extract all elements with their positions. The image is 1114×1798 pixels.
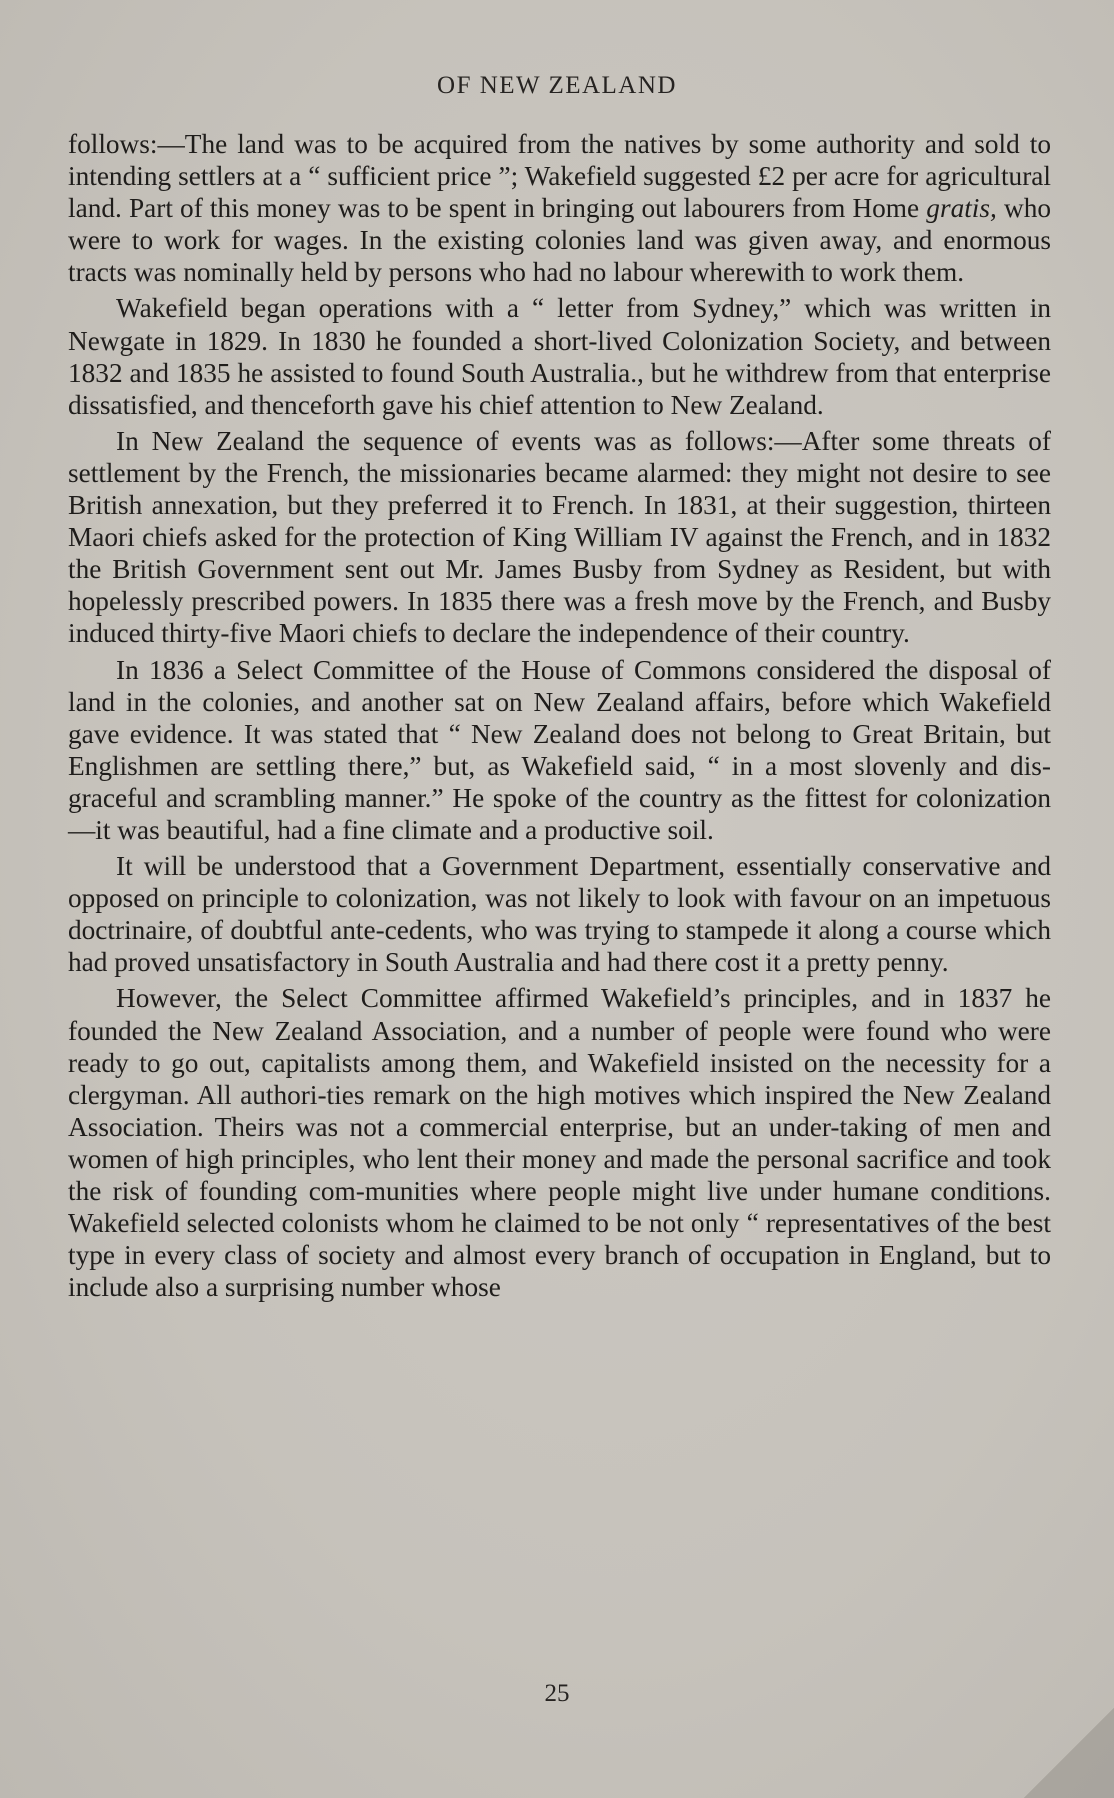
paragraph-1-text-b: who were to work for wages. In the existing colonies land was given away, and enormous tracts was nominally held by persons who had no labour wherewith to work them. (68, 193, 1051, 288)
body-text (68, 128, 1051, 1307)
italic-term-gratis: gratis, (926, 193, 997, 224)
paragraph-5: It will be understood that a Government Department, essentially conservative and opposed on principle to colonization, was not likely to look with favour on an impetuous doctrinaire, of doubtful ante-cedents, who was trying to stampede it along a course which had proved unsatisfactory in South Australia and had there cost it a pretty penny. (68, 851, 1051, 978)
paragraph-4: In 1836 a Select Committee of the House of Commons considered the disposal of land in the colonies, and another sat on New Zealand affairs, before which Wakefield gave evidence. It was stated that “ New Zealand does not belong to Great Britain, but Englishmen are settling there,” but, as Wakefield said, “ in a most slovenly and dis-graceful and scrambling manner.” He spoke of the country as the fittest for colonization—it was beautiful, had a fine climate and a productive soil. (68, 654, 1051, 845)
paragraph-1-text-a: follows:—The land was to be acquired from the natives by some authority and sold to intending settlers at a “ sufficient price ”; Wakefield suggested £2 per acre for agricultural land. Part of this money was to be spent in bringing out labourers from Home (68, 129, 1051, 224)
paragraph-3: In New Zealand the sequence of events was as follows:—After some threats of settlement by the French, the missionaries became alarmed: they might not desire to see British annexation, but they preferred it to French. In 1831, at their suggestion, thirteen Maori chiefs asked for the protection of King William IV against the French, and in 1832 the British Government sent out Mr. James Busby from Sydney as Resident, but with hopelessly prescribed powers. In 1835 there was a fresh move by the French, and Busby induced thirty-five Maori chiefs to declare the independence of their country. (68, 425, 1051, 649)
page-number: 25 (544, 1680, 570, 1707)
paragraph-6: However, the Select Committee affirmed Wakefield’s principles, and in 1837 he founded the New Zealand Association, and a number of people were found who were ready to go out, capitalists among them, and Wakefield insisted on the necessity for a clergyman. All authori-ties remark on the high motives which inspired the New Zealand Association. Theirs was not a commercial enterprise, but an under-taking of men and women of high principles, who lent their money and made the personal sacrifice and took the risk of founding com-munities where people might live under humane conditions. Wakefield selected colonists whom he claimed to be not only “ representatives of the best type in every class of society and almost every branch of occupation in England, but to include also a surprising number whose (68, 983, 1051, 1303)
running-head: OF NEW ZEALAND (437, 72, 677, 99)
paragraph-1 (68, 128, 1051, 288)
paragraph-2: Wakefield began operations with a “ letter from Sydney,” which was written in Newgate in 1829. In 1830 he founded a short-lived Colonization Society, and between 1832 and 1835 he assisted to found South Australia., but he withdrew from that enterprise dissatisfied, and thenceforth gave his chief attention to New Zealand. (68, 293, 1051, 420)
